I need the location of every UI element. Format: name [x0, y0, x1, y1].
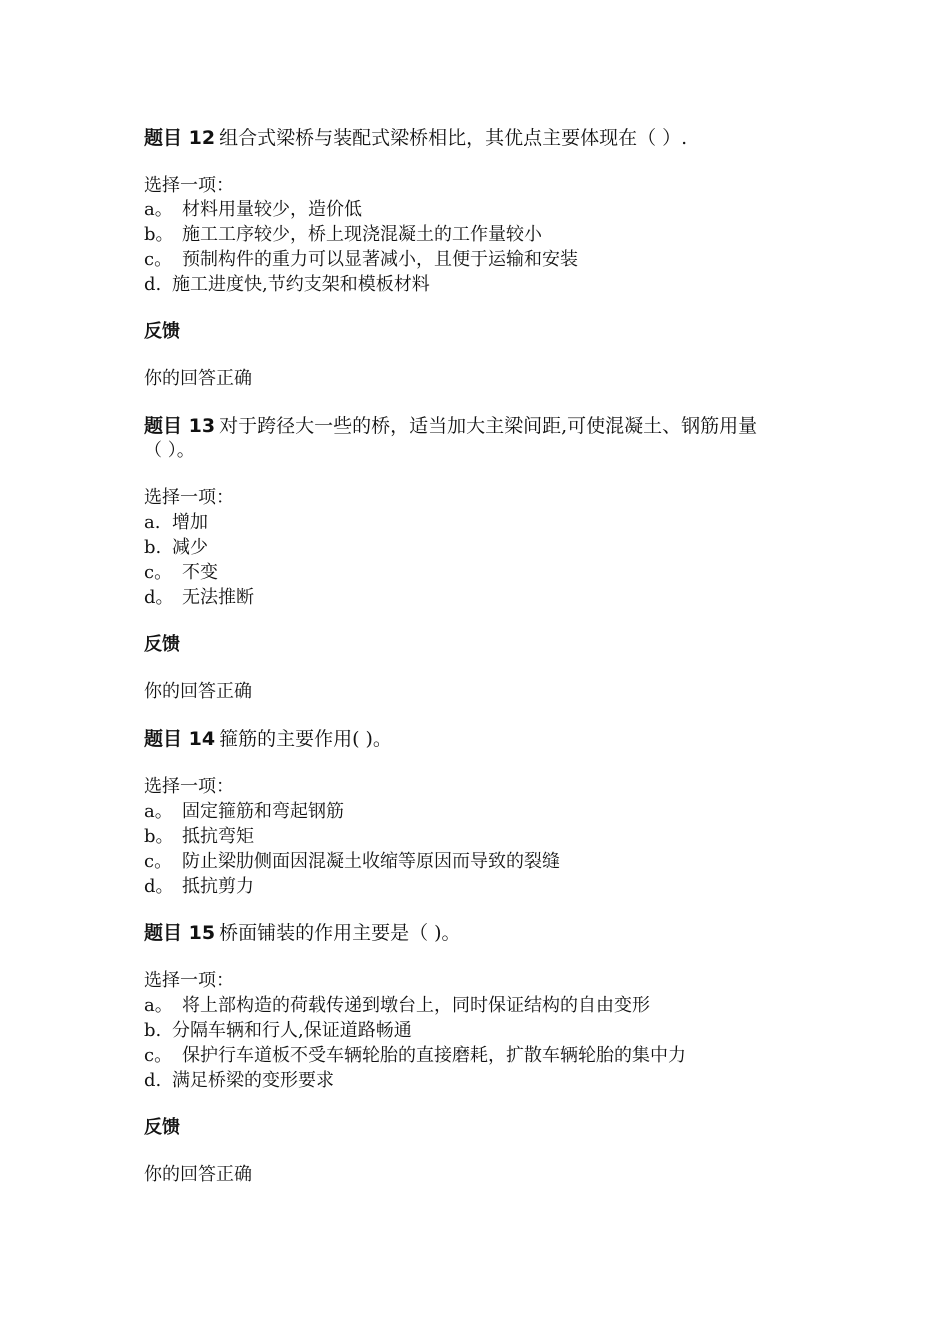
option-letter: c。	[144, 851, 173, 872]
option-letter: c。	[144, 562, 173, 583]
question-14-option-b[interactable]	[144, 825, 254, 849]
question-15-feedback-text: 你的回答正确	[144, 1164, 252, 1185]
option-letter: a。	[144, 995, 173, 1016]
option-text: 预制构件的重力可以显著减小，且便于运输和安装	[182, 249, 578, 270]
question-14-number: 题目 14	[144, 728, 216, 750]
option-text: 无法推断	[182, 587, 254, 608]
option-text: 防止梁肋侧面因混凝土收缩等原因而导致的裂缝	[182, 851, 560, 872]
option-text: 减少	[172, 537, 208, 558]
question-12-text: 组合式梁桥与装配式梁桥相比，其优点主要体现在（ ）.	[219, 127, 688, 149]
question-13-option-d[interactable]	[144, 586, 254, 610]
question-15-option-d[interactable]	[144, 1069, 334, 1093]
option-text: 满足桥梁的变形要求	[172, 1070, 334, 1091]
question-12-option-d[interactable]	[144, 273, 430, 297]
option-text: 分隔车辆和行人,保证道路畅通	[172, 1020, 412, 1041]
question-14-text: 箍筋的主要作用( )。	[219, 728, 392, 750]
question-13-option-c[interactable]	[144, 561, 218, 585]
option-letter: c。	[144, 1045, 173, 1066]
question-14-option-c[interactable]	[144, 850, 560, 874]
question-15-number: 题目 15	[144, 922, 216, 944]
question-15-prompt: 选择一项：	[144, 970, 234, 991]
question-13-feedback-text: 你的回答正确	[144, 681, 252, 702]
question-12-feedback-title: 反馈	[144, 321, 180, 342]
option-letter: d.	[144, 1070, 162, 1091]
question-12-title	[144, 126, 687, 150]
option-letter: c。	[144, 249, 173, 270]
question-13-prompt: 选择一项：	[144, 487, 234, 508]
option-text: 增加	[172, 512, 208, 533]
option-text: 将上部构造的荷载传递到墩台上，同时保证结构的自由变形	[182, 995, 650, 1016]
option-text: 施工工序较少，桥上现浇混凝土的工作量较小	[182, 224, 542, 245]
question-13-text: 对于跨径大一些的桥，适当加大主梁间距,可使混凝土、钢筋用量	[219, 415, 758, 437]
option-text: 抵抗弯矩	[182, 826, 254, 847]
option-text: 保护行车道板不受车辆轮胎的直接磨耗，扩散车辆轮胎的集中力	[182, 1045, 686, 1066]
option-text: 材料用量较少，造价低	[182, 199, 362, 220]
question-13-option-b[interactable]	[144, 536, 208, 560]
question-12-feedback-text: 你的回答正确	[144, 368, 252, 389]
question-13-feedback-title: 反馈	[144, 634, 180, 655]
option-letter: b.	[144, 537, 162, 558]
question-14-option-d[interactable]	[144, 875, 254, 899]
option-letter: d。	[144, 876, 174, 897]
option-text: 抵抗剪力	[182, 876, 254, 897]
option-text: 施工进度快,节约支架和模板材料	[172, 274, 430, 295]
question-14-option-a[interactable]	[144, 800, 344, 824]
question-12-option-a[interactable]	[144, 198, 362, 222]
question-13-option-a[interactable]	[144, 511, 208, 535]
question-15-title	[144, 921, 461, 945]
question-14-title	[144, 727, 392, 751]
question-15-option-a[interactable]	[144, 994, 650, 1018]
option-text: 不变	[182, 562, 218, 583]
question-13-text-continued: （ ）。	[144, 440, 195, 461]
question-13-title	[144, 414, 757, 438]
option-letter: a。	[144, 801, 173, 822]
question-15-option-c[interactable]	[144, 1044, 686, 1068]
option-text: 固定箍筋和弯起钢筋	[182, 801, 344, 822]
option-letter: b.	[144, 1020, 162, 1041]
option-letter: b。	[144, 826, 174, 847]
option-letter: a.	[144, 512, 161, 533]
question-12-option-b[interactable]	[144, 223, 542, 247]
option-letter: b。	[144, 224, 174, 245]
question-15-feedback-title: 反馈	[144, 1117, 180, 1138]
option-letter: d。	[144, 587, 174, 608]
question-13-number: 题目 13	[144, 415, 216, 437]
option-letter: a。	[144, 199, 173, 220]
question-12-number: 题目 12	[144, 127, 216, 149]
question-15-option-b[interactable]	[144, 1019, 412, 1043]
option-letter: d.	[144, 274, 162, 295]
question-12-prompt: 选择一项：	[144, 175, 234, 196]
question-15-text: 桥面铺装的作用主要是（ )。	[219, 922, 461, 944]
question-14-prompt: 选择一项：	[144, 776, 234, 797]
question-12-option-c[interactable]	[144, 248, 578, 272]
